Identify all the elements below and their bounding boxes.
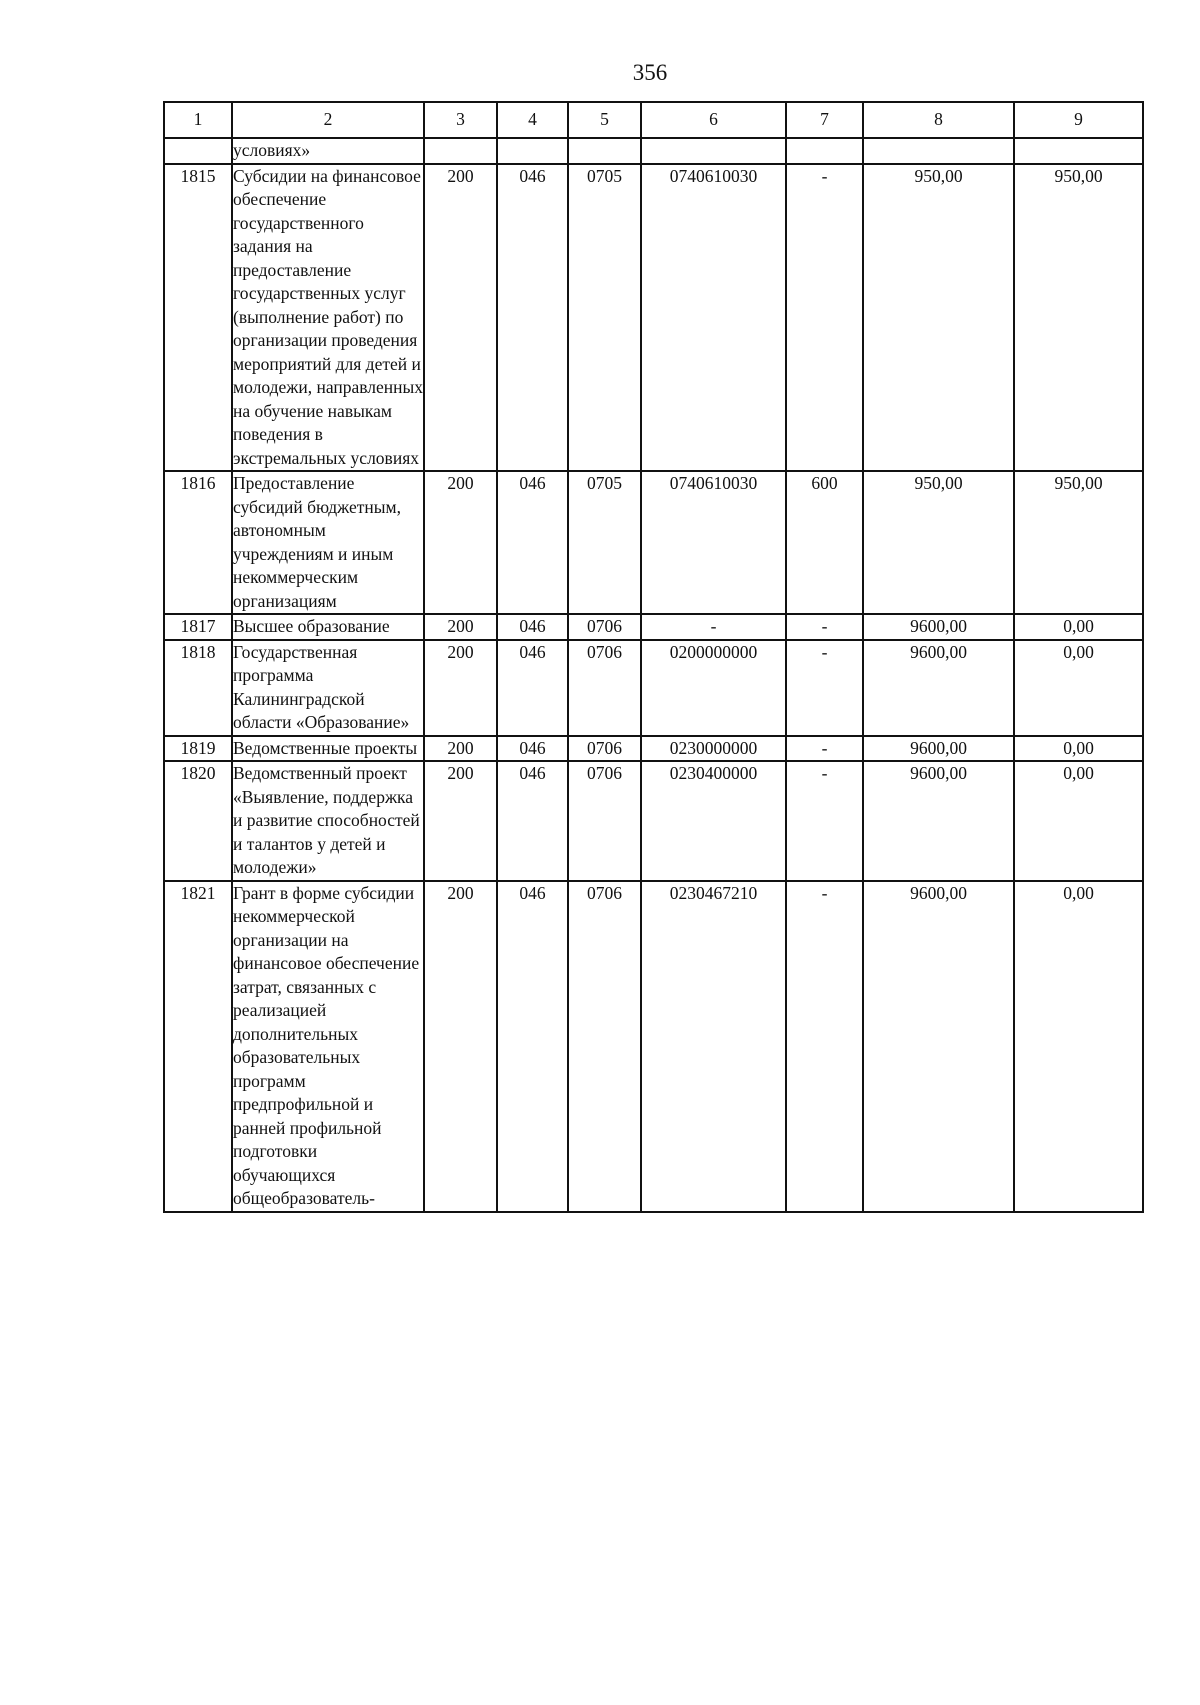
- cell-col6: 0230400000: [641, 761, 786, 881]
- cell-col8: 950,00: [863, 164, 1014, 472]
- cell-col3: 200: [424, 761, 497, 881]
- table-row: [164, 614, 1143, 640]
- column-header: 3: [424, 102, 497, 138]
- row-name: Грант в форме субсидии некоммерческой организации на финансовое обеспечение затрат, связанных с реализацией дополнительных образовательных программ предпрофильной и ранней профильной подготовки обучающихся общеобразователь-: [232, 881, 424, 1212]
- cell-col8: 9600,00: [863, 736, 1014, 762]
- cell-col5: 0706: [568, 640, 641, 736]
- table-row: [164, 640, 1143, 736]
- column-header: 6: [641, 102, 786, 138]
- row-number: 1821: [164, 881, 232, 1212]
- cell-col5: 0705: [568, 471, 641, 614]
- cell-col7: [786, 138, 863, 164]
- row-number: 1819: [164, 736, 232, 762]
- cell-col3: 200: [424, 471, 497, 614]
- table-row: [164, 881, 1143, 1212]
- cell-col6: 0230000000: [641, 736, 786, 762]
- column-header: 9: [1014, 102, 1143, 138]
- cell-col3: 200: [424, 881, 497, 1212]
- cell-col4: 046: [497, 761, 568, 881]
- column-header: 4: [497, 102, 568, 138]
- table-row: [164, 736, 1143, 762]
- cell-col6: 0740610030: [641, 471, 786, 614]
- cell-col4: 046: [497, 471, 568, 614]
- column-header: 7: [786, 102, 863, 138]
- cell-col9: 950,00: [1014, 471, 1143, 614]
- row-number: 1816: [164, 471, 232, 614]
- cell-col3: 200: [424, 164, 497, 472]
- cell-col3: 200: [424, 736, 497, 762]
- budget-table: [163, 101, 1144, 1213]
- cell-col5: 0705: [568, 164, 641, 472]
- cell-col7: 600: [786, 471, 863, 614]
- cell-col6: 0230467210: [641, 881, 786, 1212]
- cell-col4: 046: [497, 614, 568, 640]
- row-name: Предоставление субсидий бюджетным, автономным учреждениям и иным некоммерческим организациям: [232, 471, 424, 614]
- row-number: 1820: [164, 761, 232, 881]
- cell-col8: 9600,00: [863, 614, 1014, 640]
- table-row: [164, 138, 1143, 164]
- column-header: 2: [232, 102, 424, 138]
- row-number: 1818: [164, 640, 232, 736]
- row-number: 1817: [164, 614, 232, 640]
- row-number: [164, 138, 232, 164]
- cell-col9: 950,00: [1014, 164, 1143, 472]
- cell-col8: 950,00: [863, 471, 1014, 614]
- cell-col6: [641, 138, 786, 164]
- cell-col8: [863, 138, 1014, 164]
- cell-col7: -: [786, 640, 863, 736]
- table-row: [164, 471, 1143, 614]
- row-name: Ведомственные проекты: [232, 736, 424, 762]
- cell-col7: -: [786, 164, 863, 472]
- cell-col6: -: [641, 614, 786, 640]
- column-number-row: [164, 102, 1143, 138]
- cell-col6: 0740610030: [641, 164, 786, 472]
- cell-col3: 200: [424, 614, 497, 640]
- cell-col9: 0,00: [1014, 614, 1143, 640]
- row-name: Субсидии на финансовое обеспечение государственного задания на предоставление государственных услуг (выполнение работ) по организации проведения мероприятий для детей и молодежи, направленных на обучение навыкам поведения в экстремальных условиях: [232, 164, 424, 472]
- cell-col5: [568, 138, 641, 164]
- cell-col7: -: [786, 614, 863, 640]
- cell-col8: 9600,00: [863, 640, 1014, 736]
- cell-col4: 046: [497, 736, 568, 762]
- row-name: Государственная программа Калининградской области «Образование»: [232, 640, 424, 736]
- cell-col9: 0,00: [1014, 881, 1143, 1212]
- row-name: Высшее образование: [232, 614, 424, 640]
- row-number: 1815: [164, 164, 232, 472]
- cell-col9: 0,00: [1014, 736, 1143, 762]
- table-row: [164, 164, 1143, 472]
- cell-col4: 046: [497, 881, 568, 1212]
- cell-col3: 200: [424, 640, 497, 736]
- page-number: 356: [632, 60, 668, 85]
- cell-col4: [497, 138, 568, 164]
- cell-col5: 0706: [568, 881, 641, 1212]
- cell-col9: 0,00: [1014, 640, 1143, 736]
- column-header: 1: [164, 102, 232, 138]
- cell-col5: 0706: [568, 761, 641, 881]
- cell-col4: 046: [497, 640, 568, 736]
- row-name: условиях»: [232, 138, 424, 164]
- column-header: 8: [863, 102, 1014, 138]
- table-row: [164, 761, 1143, 881]
- cell-col9: 0,00: [1014, 761, 1143, 881]
- column-header: 5: [568, 102, 641, 138]
- cell-col6: 0200000000: [641, 640, 786, 736]
- cell-col7: -: [786, 881, 863, 1212]
- cell-col3: [424, 138, 497, 164]
- cell-col8: 9600,00: [863, 881, 1014, 1212]
- cell-col5: 0706: [568, 736, 641, 762]
- cell-col7: -: [786, 736, 863, 762]
- cell-col8: 9600,00: [863, 761, 1014, 881]
- cell-col9: [1014, 138, 1143, 164]
- row-name: Ведомственный проект «Выявление, поддержка и развитие способностей и талантов у детей и молодежи»: [232, 761, 424, 881]
- cell-col7: -: [786, 761, 863, 881]
- cell-col4: 046: [497, 164, 568, 472]
- cell-col5: 0706: [568, 614, 641, 640]
